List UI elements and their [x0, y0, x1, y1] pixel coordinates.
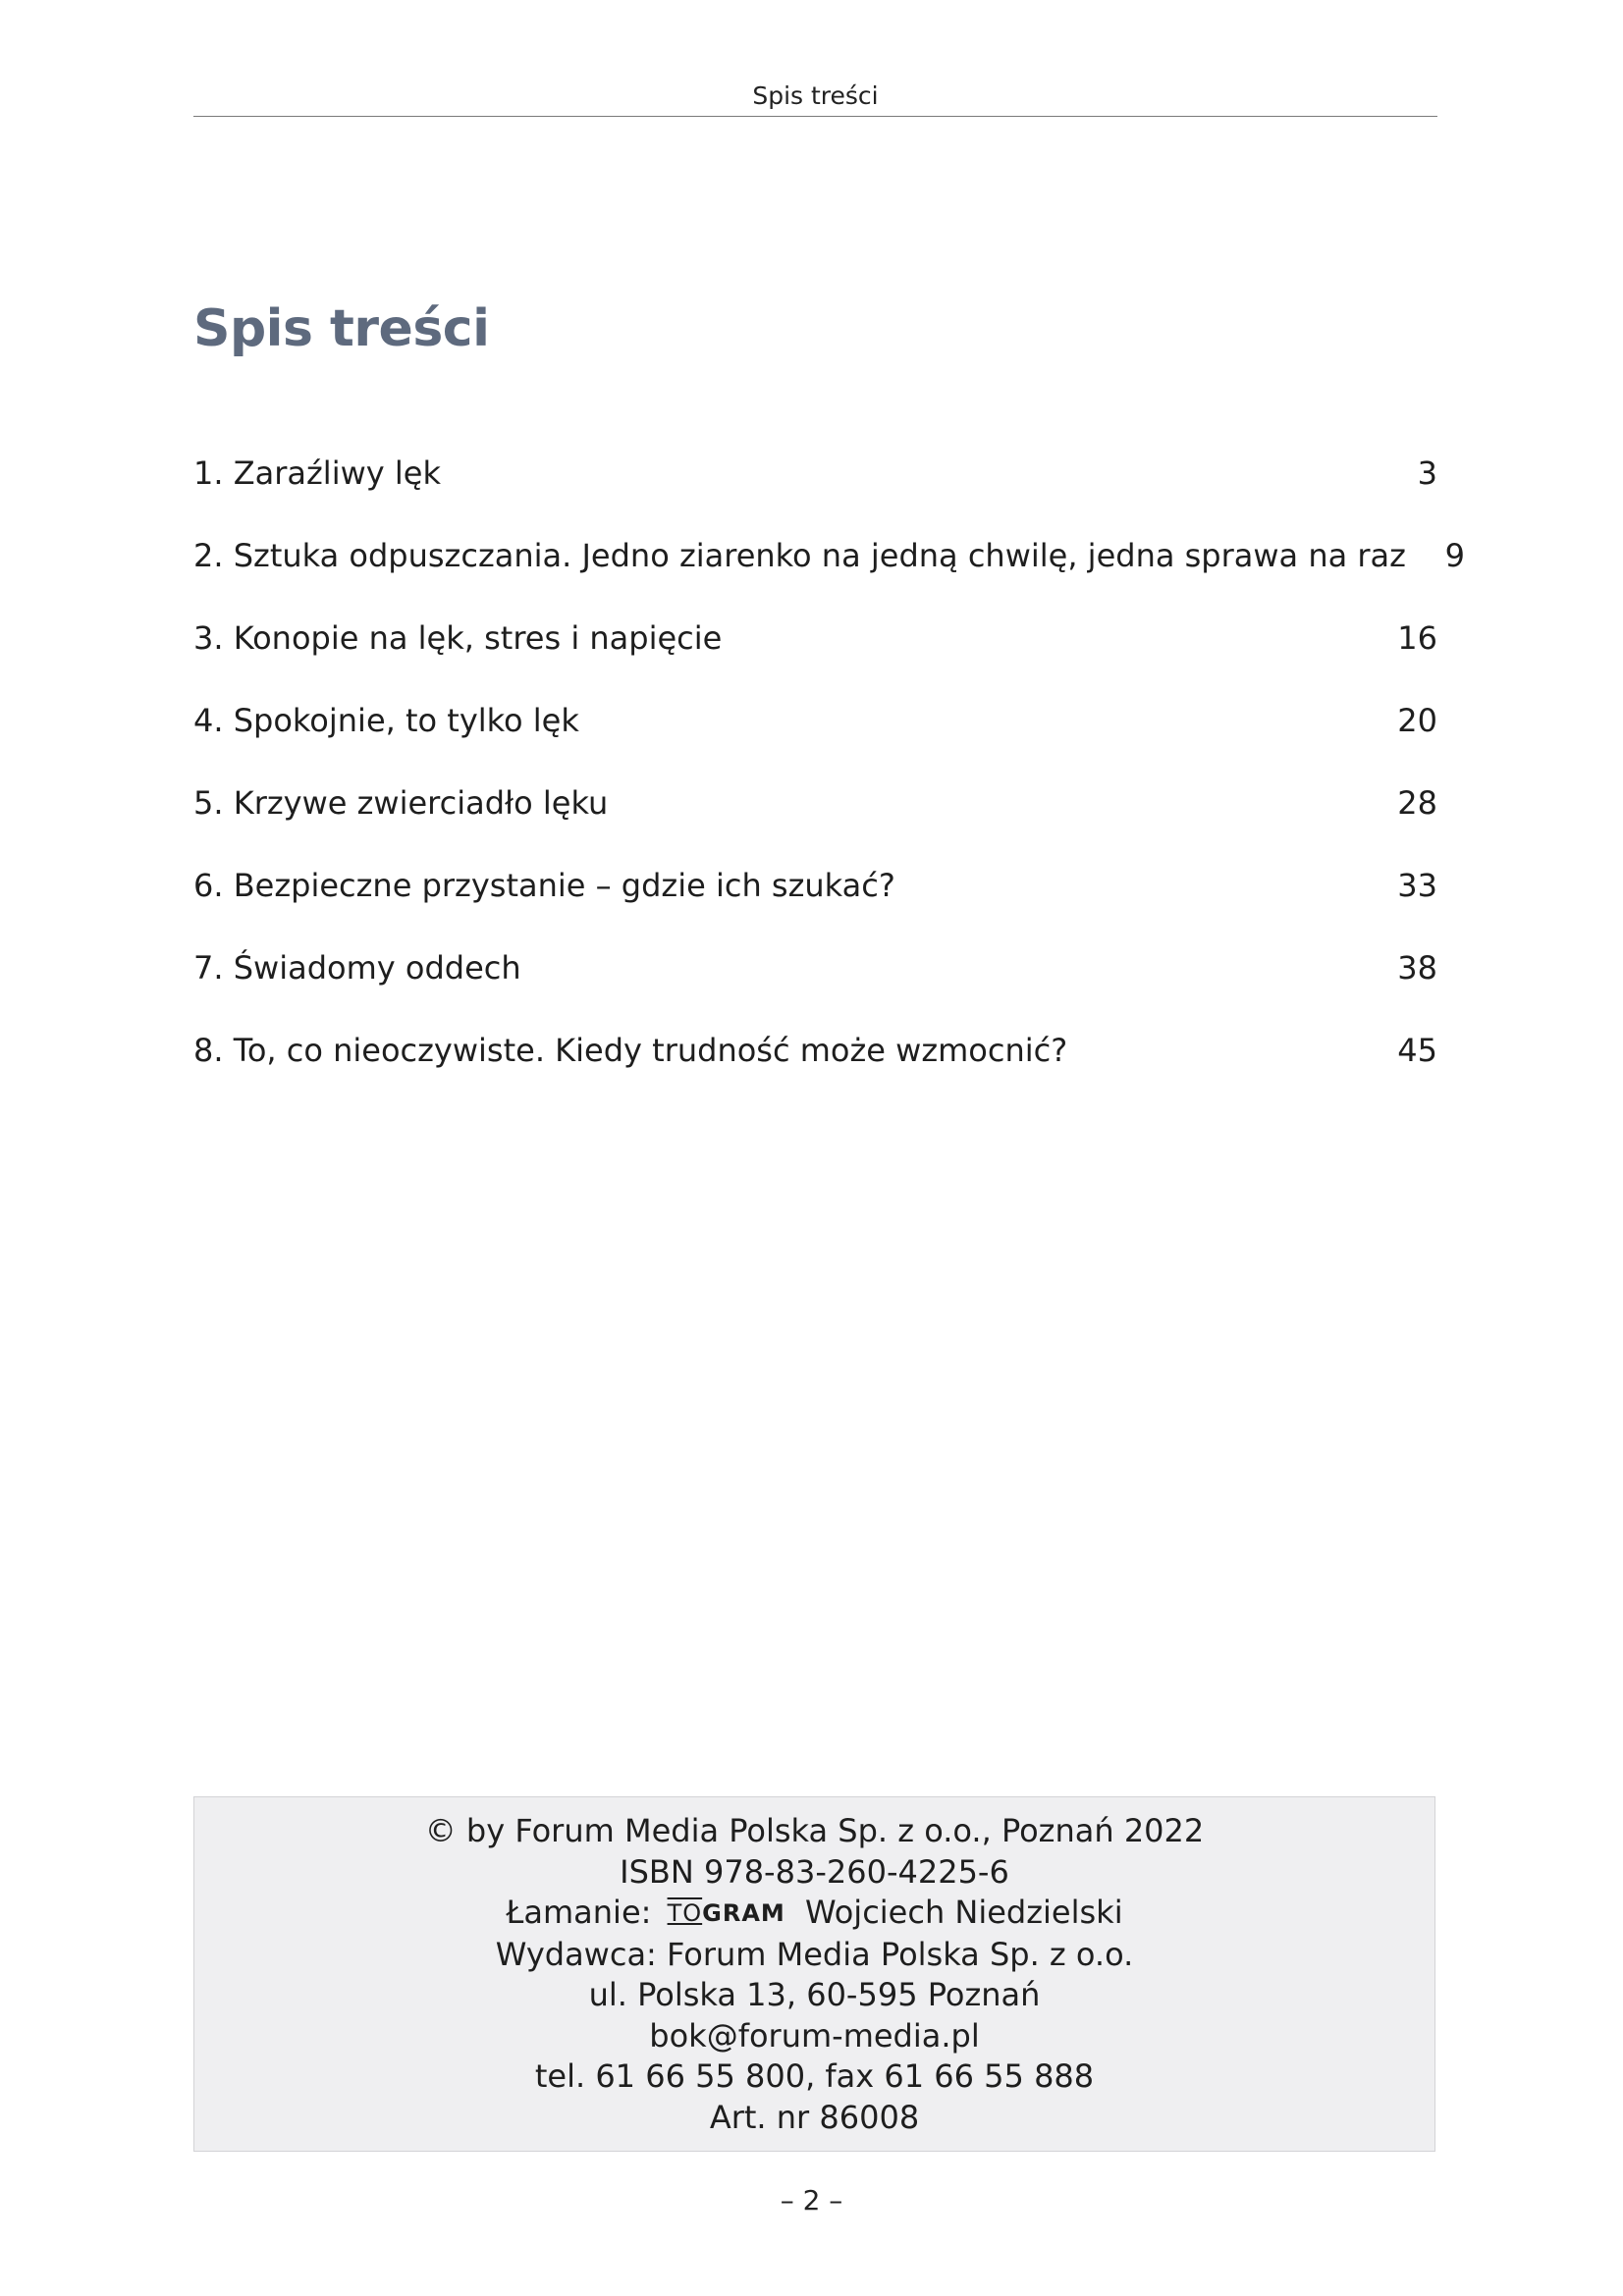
toc-entry-page: 33: [1397, 867, 1437, 904]
toc-entry-page: 9: [1444, 537, 1465, 574]
toc-entry-title: 6. Bezpieczne przystanie – gdzie ich szukać?: [193, 867, 895, 904]
toc-entry-title: 8. To, co nieoczywiste. Kiedy trudność może wzmocnić?: [193, 1032, 1068, 1069]
toc-entry-title: 3. Konopie na lęk, stres i napięcie: [193, 619, 723, 657]
toc-entry-title: 7. Świadomy oddech: [193, 949, 521, 987]
toc-entry-page: 3: [1417, 454, 1437, 492]
running-header: [193, 77, 1437, 117]
imprint-address: ul. Polska 13, 60-595 Poznań: [588, 1976, 1041, 2013]
tgram-logo-gram: GRAM: [702, 1899, 785, 1927]
imprint-phone: tel. 61 66 55 800, fax 61 66 55 888: [534, 2057, 1095, 2095]
imprint-isbn: ISBN 978-83-260-4225-6: [620, 1852, 1009, 1891]
toc-entry-page: 28: [1397, 784, 1437, 822]
toc-entry-title: 5. Krzywe zwierciadło lęku: [193, 784, 609, 822]
imprint-typesetting: [194, 1893, 1434, 1935]
imprint-box: [193, 1796, 1435, 2152]
toc-entry-title: 2. Sztuka odpuszczania. Jedno ziarenko na jedną chwilę, jedna sprawa na raz: [193, 537, 1406, 574]
page-number: – 2 –: [780, 2184, 843, 2216]
imprint-copyright: © by Forum Media Polska Sp. z o.o., Poznań 2022: [424, 1812, 1205, 1849]
toc-entry-title: 1. Zaraźliwy lęk: [193, 454, 441, 492]
table-of-contents: [193, 432, 1465, 1092]
imprint-email: bok@forum-media.pl: [649, 2016, 980, 2055]
toc-entry[interactable]: [193, 679, 1437, 762]
toc-entry[interactable]: [193, 844, 1437, 927]
page-title: Spis treści: [193, 299, 490, 358]
toc-entry-page: 20: [1397, 702, 1437, 739]
running-header-title: Spis treści: [752, 81, 879, 110]
imprint-publisher: Wydawca: Forum Media Polska Sp. z o.o.: [495, 1935, 1134, 1973]
toc-entry-page: 45: [1397, 1032, 1437, 1069]
toc-entry-title: 4. Spokojnie, to tylko lęk: [193, 702, 579, 739]
toc-entry[interactable]: [193, 762, 1437, 844]
imprint-typesetting-name: Wojciech Niedzielski: [804, 1894, 1123, 1931]
toc-entry[interactable]: [193, 597, 1437, 679]
toc-entry-page: 38: [1397, 949, 1437, 987]
toc-entry[interactable]: [193, 432, 1437, 514]
tgram-logo: [668, 1894, 785, 1935]
toc-entry[interactable]: [193, 1009, 1437, 1092]
toc-entry[interactable]: [193, 927, 1437, 1009]
toc-entry-page: 16: [1397, 619, 1437, 657]
toc-entry[interactable]: [193, 514, 1465, 597]
imprint-article-number: Art. nr 86008: [709, 2098, 920, 2136]
tgram-logo-to: TO: [667, 1899, 703, 1927]
imprint-typesetting-label: Łamanie:: [506, 1894, 652, 1931]
